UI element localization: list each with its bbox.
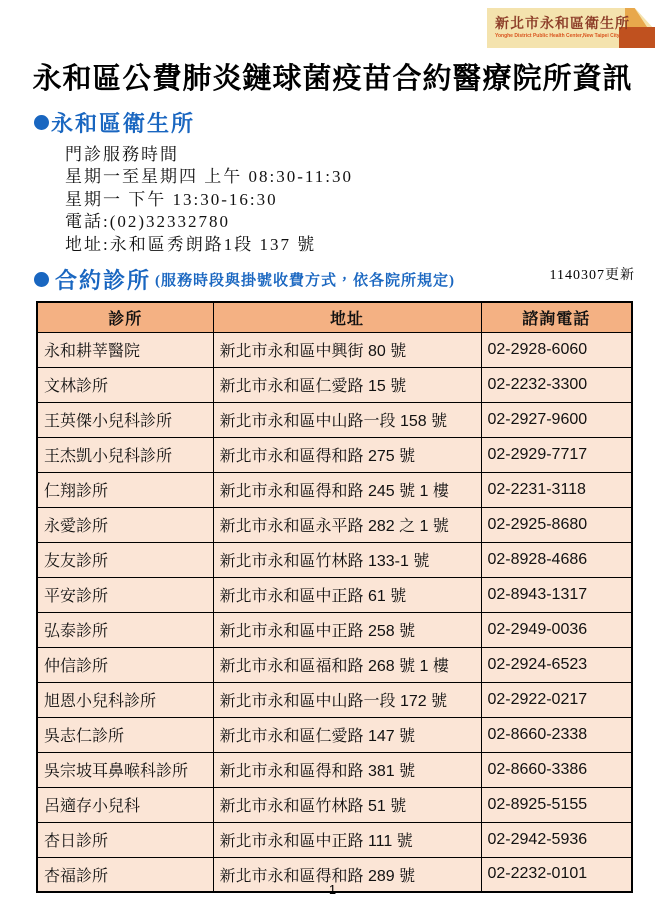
logo-title-chinese: 新北市永和區衛生所 [495,17,630,32]
clinic-phone-cell: 02-2922-0217 [481,682,632,717]
column-header-clinic: 診所 [37,302,213,332]
clinic-name-cell: 杏福診所 [37,857,213,892]
clinic-name-cell: 杏日診所 [37,822,213,857]
table-row [37,612,632,647]
health-center-info [65,144,665,256]
clinic-name-cell: 王英傑小兒科診所 [37,402,213,437]
clinic-phone-cell: 02-8925-5155 [481,787,632,822]
health-center-logo [487,8,655,48]
table-row [37,507,632,542]
clinic-phone-cell: 02-2928-6060 [481,332,632,367]
clinic-address-cell: 新北市永和區仁愛路 15 號 [213,367,481,402]
clinic-phone-cell: 02-2929-7717 [481,437,632,472]
clinic-address-cell: 新北市永和區得和路 381 號 [213,752,481,787]
clinic-phone-cell: 02-8660-3386 [481,752,632,787]
clinic-name-cell: 王杰凱小兒科診所 [37,437,213,472]
column-header-address: 地址 [213,302,481,332]
update-date-label: 1140307更新 [549,268,635,284]
page-number: 1 [328,882,337,897]
clinic-phone-cell: 02-2927-9600 [481,402,632,437]
clinic-name-cell: 永和耕莘醫院 [37,332,213,367]
clinic-phone-cell: 02-8660-2338 [481,717,632,752]
table-row [37,402,632,437]
health-center-heading: 永和區衛生所 [51,111,196,136]
clinic-name-cell: 仲信診所 [37,647,213,682]
logo-title-english: Yonghe District Public Health Center,New Taipei City [495,33,620,39]
table-header-row [37,302,632,332]
clinic-address-cell: 新北市永和區中興街 80 號 [213,332,481,367]
clinic-phone-cell: 02-2924-6523 [481,647,632,682]
clinic-address-cell: 新北市永和區得和路 245 號 1 樓 [213,472,481,507]
service-hours-afternoon: 星期一 下午 13:30-16:30 [65,189,278,209]
clinic-table-body [37,332,632,892]
clinic-name-cell: 呂適存小兒科 [37,787,213,822]
clinic-name-cell: 永愛診所 [37,507,213,542]
table-row [37,717,632,752]
section-contracted-clinics [34,264,635,295]
column-header-phone: 諮詢電話 [481,302,632,332]
service-hours-morning: 星期一至星期四 上午 08:30-11:30 [65,167,353,187]
page-title: 永和區公費肺炎鏈球菌疫苗合約醫療院所資訊 [32,63,633,95]
clinic-phone-cell: 02-2232-3300 [481,367,632,402]
clinic-name-cell: 弘泰診所 [37,612,213,647]
clinic-address-cell: 新北市永和區得和路 289 號 [213,857,481,892]
table-row [37,472,632,507]
table-row [37,437,632,472]
health-center-phone: 電話:(02)32332780 [65,212,231,232]
service-hours-title: 門診服務時間 [65,145,179,164]
clinic-name-cell: 吳宗坡耳鼻喉科診所 [37,752,213,787]
table-row [37,332,632,367]
clinic-name-cell: 文林診所 [37,367,213,402]
clinic-address-cell: 新北市永和區福和路 268 號 1 樓 [213,647,481,682]
bullet-icon [34,272,49,287]
clinics-table [36,301,633,893]
clinic-address-cell: 新北市永和區中正路 258 號 [213,612,481,647]
clinic-address-cell: 新北市永和區竹林路 51 號 [213,787,481,822]
table-row [37,682,632,717]
table-row [37,367,632,402]
clinic-address-cell: 新北市永和區仁愛路 147 號 [213,717,481,752]
clinics-heading-note: (服務時段與掛號收費方式，依各院所規定) [155,273,456,290]
clinic-address-cell: 新北市永和區中正路 61 號 [213,577,481,612]
bullet-icon [34,115,49,130]
clinic-phone-cell: 02-8943-1317 [481,577,632,612]
clinic-name-cell: 友友診所 [37,542,213,577]
health-center-address: 地址:永和區秀朗路1段 137 號 [65,234,317,254]
clinic-phone-cell: 02-2949-0036 [481,612,632,647]
table-row [37,822,632,857]
clinic-name-cell: 仁翔診所 [37,472,213,507]
table-row [37,752,632,787]
clinic-address-cell: 新北市永和區中山路一段 158 號 [213,402,481,437]
clinic-address-cell: 新北市永和區竹林路 133-1 號 [213,542,481,577]
clinic-phone-cell: 02-2232-0101 [481,857,632,892]
clinic-name-cell: 吳志仁診所 [37,717,213,752]
table-row [37,577,632,612]
clinic-name-cell: 旭恩小兒科診所 [37,682,213,717]
clinic-name-cell: 平安診所 [37,577,213,612]
clinic-address-cell: 新北市永和區中正路 111 號 [213,822,481,857]
clinic-phone-cell: 02-8928-4686 [481,542,632,577]
section-health-center [34,107,635,138]
clinic-phone-cell: 02-2942-5936 [481,822,632,857]
clinic-phone-cell: 02-2925-8680 [481,507,632,542]
clinic-address-cell: 新北市永和區永平路 282 之 1 號 [213,507,481,542]
clinics-heading: 合約診所 [55,268,152,294]
table-row [37,542,632,577]
clinic-address-cell: 新北市永和區中山路一段 172 號 [213,682,481,717]
table-row [37,787,632,822]
table-row [37,647,632,682]
clinic-address-cell: 新北市永和區得和路 275 號 [213,437,481,472]
clinic-phone-cell: 02-2231-3118 [481,472,632,507]
